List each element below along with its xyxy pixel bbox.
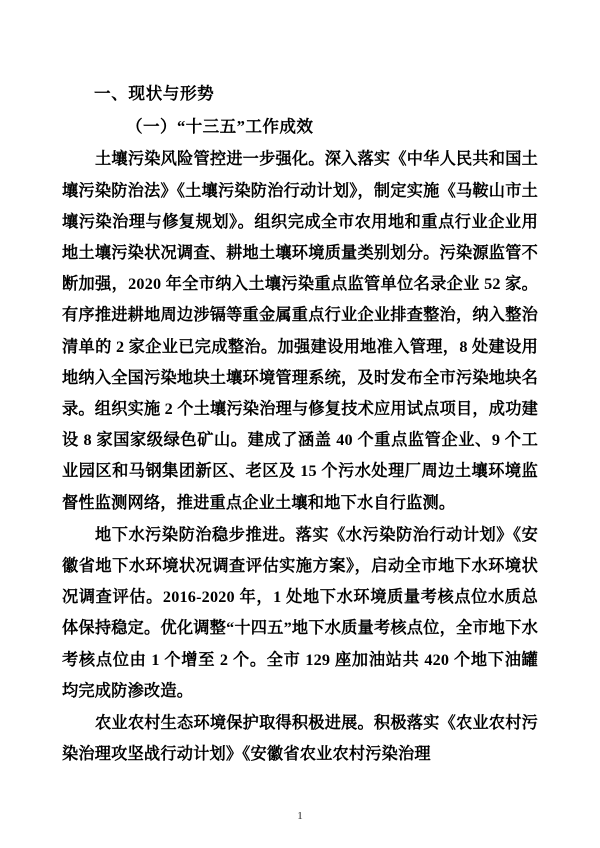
section-heading-level-1: 一、现状与形势: [94, 84, 215, 103]
section-heading-level-2: （一）“十三五”工作成效: [126, 117, 314, 137]
body-paragraph: 地下水污染防治稳步推进。落实《水污染防治行动计划》《安徽省地下水环境状况调查评估实施方案》，启动全市地下水环境状况调查评估。2016-2020 年，1 处地下水环境质量考核点位水质总体保持稳定。优化调整“十四五”地下水质量考核点位，全市地下水考核点位由 1 个增至 2 个。全市 129 座加油站共 420 个地下油罐均完成防渗改造。: [62, 525, 538, 700]
document-body: [62, 78, 538, 770]
body-paragraph: 土壤污染风险管控进一步强化。深入落实《中华人民共和国土壤污染防治法》《土壤污染防治行动计划》，制定实施《马鞍山市土壤污染治理与修复规划》。组织完成全市农用地和重点行业企业用地土壤污染状况调查、耕地土壤环境质量类别划分。污染源监管不断加强，2020 年全市纳入土壤污染重点监管单位名录企业 52 家。有序推进耕地周边涉镉等重金属重点行业企业排查整治，纳入整治清单的 2 家企业已完成整治。加强建设用地准入管理，8 处建设用地纳入全国污染地块土壤环境管理系统，及时发布全市污染地块名录。组织实施 2 个土壤污染治理与修复技术应用试点项目，成功建设 8 家国家级绿色矿山。建成了涵盖 40 个重点监管企业、9 个工业园区和马钢集团新区、老区及 15 个污水处理厂周边土壤环境监督性监测网络，推进重点企业土壤和地下水自行监测。: [62, 150, 538, 512]
body-paragraph: 农业农村生态环境保护取得积极进展。积极落实《农业农村污染治理攻坚战行动计划》《安徽省农业农村污染治理: [62, 714, 538, 764]
page-number: 1: [297, 810, 303, 822]
